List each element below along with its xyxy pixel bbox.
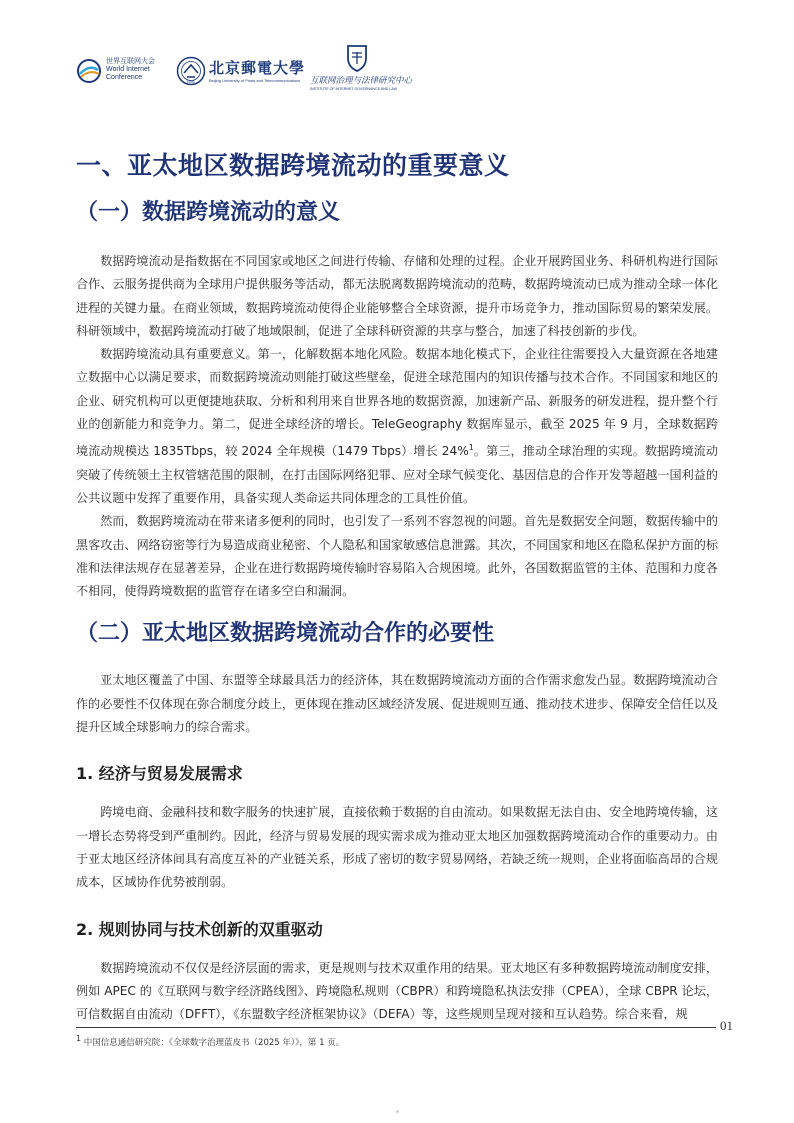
subsection-title-1: （一）数据跨境流动的意义 (76, 200, 341, 225)
bupt-name-cn: 北京郵電大學 (209, 59, 306, 77)
wic-logo (76, 44, 176, 96)
wic-name-cn: 世界互联网大会 (106, 58, 155, 65)
paragraph-2 (76, 343, 718, 510)
bupt-name-en: Beijing University of Posts and Telecommunications (209, 78, 301, 83)
footnote-mark: 1 (76, 1034, 82, 1043)
paragraph-6: 数据跨境流动不仅仅是经济层面的需求，更是规则与技术双重作用的结果。亚太地区有多种数据跨境流动制度安排，例如 APEC 的《互联网与数字经济路线图》、跨境隐私规则（CBPR）和跨境隐私执法安排（CPEA），全球 CBPR 论坛，可信数据自由流动（DFFT），《东盟数字经济框架协议》（DEFA）等，这些规则呈现对接和互认趋势。综合来看，规 (76, 960, 718, 1022)
paragraph-1: 数据跨境流动是指数据在不同国家或地区之间进行传输、存储和处理的过程。企业开展跨国业务、科研机构进行国际合作、云服务提供商为全球用户提供服务等活动，都无法脱离数据跨境流动的范畴，数据跨境流动已成为推动全球一体化进程的关键力量。在商业领域，数据跨境流动使得企业能够整合全球资源，提升市场竞争力，推动国际贸易的繁荣发展。科研领域中，数据跨境流动打破了地域限制，促进了全球科研资源的共享与整合，加速了科技创新的步伐。 (76, 254, 718, 338)
wic-name-en-1: World Internet (106, 66, 150, 73)
footer-rule (76, 1027, 716, 1028)
institute-logo (308, 44, 412, 96)
section-title: 一、亚太地区数据跨境流动的重要意义 (76, 151, 510, 180)
header-logos (76, 44, 736, 96)
paragraph-5: 跨境电商、金融科技和数字服务的快速扩展，直接依赖于数据的自由流动。如果数据无法自由、安全地跨境传输，这一增长态势将受到严重制约。因此，经济与贸易发展的现实需求成为推动亚太地区加强数据跨境流动合作的重要动力。由于亚太地区经济体间具有高度互补的产业链关系，形成了密切的数字贸易网络，若缺乏统一规则，企业将面临高昂的合规成本，区域协作优势被削弱。 (76, 805, 718, 890)
decorative-dot (396, 1110, 399, 1113)
paragraph-3: 然而，数据跨境流动在带来诸多便利的同时，也引发了一系列不容忽视的问题。首先是数据安全问题，数据传输中的黑客攻击、网络窃密等行为易造成商业秘密、个人隐私和国家敏感信息泄露。其次，不同国家和地区在隐私保护方面的标准和法律法规存在显著差异，企业在进行数据跨境传输时容易陷入合规困境。此外，各国数据监管的主体、范围和力度各不相同，使得跨境数据的监管存在诸多空白和漏洞。 (76, 514, 718, 599)
paragraph-2-part-b: 。第三，推动全球治理的实现。数据跨境流动突破了传统领土主权管辖范围的限制，在打击国际网络犯罪、应对全球气候变化、基因信息的合作开发等超越一国利益的公共议题中发挥了重要作用，具备实现人类命运共同体理念的工具性价值。 (76, 444, 718, 505)
wic-name-en-2: Conference (106, 74, 143, 81)
wic-emblem-icon (76, 58, 102, 84)
bupt-year: 1955 (186, 79, 195, 84)
heading-economy-trade: 1. 经济与贸易发展需求 (76, 764, 243, 784)
institute-shield-icon (346, 44, 368, 72)
page-number: 01 (720, 1018, 733, 1033)
footnote-text: 中国信息通信研究院：《全球数字治理蓝皮书（2025 年）》，第 1 页。 (83, 1037, 345, 1048)
institute-name-cn: 互联网治理与法律研究中心 (310, 76, 413, 86)
institute-name-en: INSTITUTE OF INTERNET GOVERNANCE AND LAW (310, 87, 398, 91)
paragraph-2-part-a: 数据跨境流动具有重要意义。第一，化解数据本地化风险。数据本地化模式下，企业往往需要投入大量资源在各地建立数据中心以满足要求，而数据跨境流动则能打破这些壁垒，促进全球范围内的知识传播与技术合作。不同国家和地区的企业、研究机构可以更便捷地获取、分析和利用来自世界各地的数据资源，加速新产品、新服务的研发进程，提升整个行业的创新能力和竞争力。第二，促进全球经济的增长。TeleGeography 数据库显示，截至 2025 年 9 月，全球数据跨境流动规模达 1835Tbps，较 2024 全年规模（1479 Tbps）增长 24% (76, 347, 718, 459)
bupt-logo (176, 44, 306, 96)
subsection-title-2: （二）亚太地区数据跨境流动合作的必要性 (76, 621, 495, 647)
heading-rules-tech: 2. 规则协同与技术创新的双重驱动 (76, 919, 323, 939)
footnote (76, 1034, 344, 1048)
footnote-ref: 1 (468, 443, 474, 453)
paragraph-4: 亚太地区覆盖了中国、东盟等全球最具活力的经济体，其在数据跨境流动方面的合作需求愈发凸显。数据跨境流动合作的必要性不仅体现在弥合制度分歧上，更体现在推动区域经济发展、促进规则互通、推动技术进步、保障安全信任以及提升区域全球影响力的综合需求。 (76, 673, 718, 735)
main-content (76, 146, 718, 1026)
